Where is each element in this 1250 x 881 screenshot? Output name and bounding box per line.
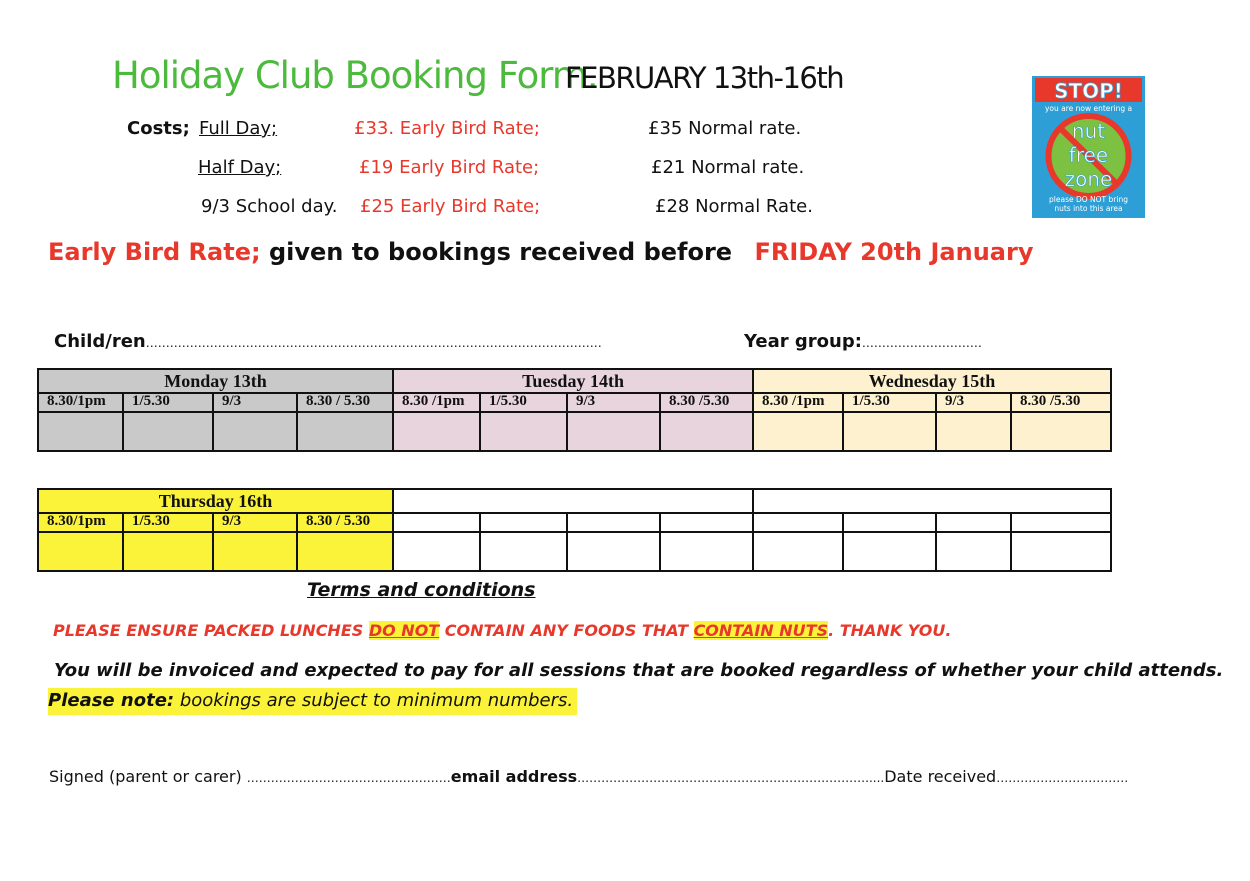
signed-label: Signed (parent or carer) xyxy=(49,767,247,786)
empty-slot xyxy=(936,513,1011,532)
cost-normal-school-day: £28 Normal Rate. xyxy=(655,196,813,217)
booking-cell[interactable] xyxy=(123,532,213,571)
slot-label: 1/5.30 xyxy=(123,513,213,532)
booking-cell[interactable] xyxy=(843,412,936,451)
email-label: email address xyxy=(450,767,578,786)
signed-field[interactable]: …………………………………………… xyxy=(246,771,451,785)
note-label: Please note: xyxy=(48,690,175,711)
booking-cell[interactable] xyxy=(567,412,660,451)
slot-label: 8.30 /5.30 xyxy=(1011,393,1111,412)
cost-normal-full-day: £35 Normal rate. xyxy=(648,118,802,139)
schedule-table-thursday xyxy=(37,488,1112,572)
packed-text-2: CONTAIN ANY FOODS THAT xyxy=(439,621,694,640)
early-bird-deadline: FRIDAY 20th January xyxy=(754,238,1034,266)
nut-free-zone-logo xyxy=(1032,76,1145,218)
empty-cell xyxy=(480,532,567,571)
booking-cell[interactable] xyxy=(393,412,480,451)
slot-label: 1/5.30 xyxy=(843,393,936,412)
empty-cell xyxy=(936,532,1011,571)
packed-highlight-contain-nuts: CONTAIN NUTS xyxy=(693,621,829,640)
packed-text-1: PLEASE ENSURE PACKED LUNCHES xyxy=(53,621,369,640)
logo-stop-text: STOP! xyxy=(1054,79,1123,103)
child-label: Child/ren xyxy=(54,331,146,352)
packed-highlight-do-not: DO NOT xyxy=(368,621,440,640)
logo-bottom-1: please DO NOT bring xyxy=(1049,195,1128,204)
cost-type-school-day: 9/3 School day. xyxy=(201,196,338,217)
email-field[interactable]: ………………………………………………………………..... xyxy=(577,771,885,785)
slot-label: 1/5.30 xyxy=(480,393,567,412)
booking-cell[interactable] xyxy=(123,412,213,451)
minimum-numbers-note xyxy=(48,688,577,715)
logo-word-zone: zone xyxy=(1064,167,1113,191)
packed-lunch-notice xyxy=(53,621,951,640)
terms-heading: Terms and conditions xyxy=(307,579,536,601)
form-title: Holiday Club Booking Form. xyxy=(112,54,598,97)
year-group-field[interactable] xyxy=(744,331,982,352)
packed-text-3: . THANK YOU. xyxy=(828,621,952,640)
empty-slot xyxy=(843,513,936,532)
date-received-field[interactable]: …………………………… xyxy=(996,771,1129,785)
booking-cell[interactable] xyxy=(660,412,753,451)
date-received-label: Date received xyxy=(884,767,997,786)
booking-cell[interactable] xyxy=(1011,412,1111,451)
empty-cell xyxy=(567,532,660,571)
slot-label: 8.30 / 5.30 xyxy=(297,513,393,532)
slot-label: 9/3 xyxy=(936,393,1011,412)
booking-cell[interactable] xyxy=(753,412,843,451)
note-text: bookings are subject to minimum numbers. xyxy=(174,690,574,711)
empty-slot xyxy=(1011,513,1111,532)
year-group-label: Year group: xyxy=(744,331,862,352)
empty-header xyxy=(393,489,753,513)
empty-slot xyxy=(480,513,567,532)
slot-label: 1/5.30 xyxy=(123,393,213,412)
child-dots: …………………………………………………………………………………………………… xyxy=(145,336,602,350)
early-bird-label: Early Bird Rate; xyxy=(48,238,261,266)
logo-bottom-2: nuts into this area xyxy=(1054,204,1123,213)
cost-type-full-day: Full Day; xyxy=(199,118,278,139)
booking-cell[interactable] xyxy=(38,532,123,571)
booking-cell[interactable] xyxy=(936,412,1011,451)
nut-free-zone-icon xyxy=(1032,76,1145,218)
empty-cell xyxy=(843,532,936,571)
slot-label: 9/3 xyxy=(213,393,297,412)
booking-cell[interactable] xyxy=(480,412,567,451)
day-header-tuesday: Tuesday 14th xyxy=(393,369,753,393)
cost-early-full-day: £33. Early Bird Rate; xyxy=(354,118,540,139)
empty-slot xyxy=(567,513,660,532)
cost-early-half-day: £19 Early Bird Rate; xyxy=(359,157,540,178)
empty-slot xyxy=(660,513,753,532)
child-field[interactable] xyxy=(54,331,602,352)
booking-cell[interactable] xyxy=(38,412,123,451)
signature-line xyxy=(49,767,1128,786)
empty-cell xyxy=(1011,532,1111,571)
slot-label: 8.30/1pm xyxy=(38,393,123,412)
empty-slot xyxy=(393,513,480,532)
day-header-thursday: Thursday 16th xyxy=(38,489,393,513)
empty-cell xyxy=(393,532,480,571)
cost-early-school-day: £25 Early Bird Rate; xyxy=(360,196,541,217)
slot-label: 8.30 / 5.30 xyxy=(297,393,393,412)
day-header-monday: Monday 13th xyxy=(38,369,393,393)
cost-type-half-day: Half Day; xyxy=(198,157,282,178)
slot-label: 8.30 /1pm xyxy=(393,393,480,412)
logo-word-nut: nut xyxy=(1071,119,1106,143)
cost-normal-half-day: £21 Normal rate. xyxy=(651,157,805,178)
schedule-table-week xyxy=(37,368,1112,452)
empty-header xyxy=(753,489,1111,513)
early-bird-text: given to bookings received before xyxy=(268,238,733,266)
day-header-wednesday: Wednesday 15th xyxy=(753,369,1111,393)
booking-cell[interactable] xyxy=(297,412,393,451)
empty-slot xyxy=(753,513,843,532)
slot-label: 8.30 /1pm xyxy=(753,393,843,412)
logo-line-text: you are now entering a xyxy=(1044,104,1133,113)
booking-cell[interactable] xyxy=(213,412,297,451)
year-group-dots: ………………………… xyxy=(861,336,982,350)
logo-word-free: free xyxy=(1068,143,1109,167)
booking-cell[interactable] xyxy=(213,532,297,571)
invoice-notice: You will be invoiced and expected to pay for all sessions that are booked regardless of whether your child attends. xyxy=(54,660,1224,681)
slot-label: 9/3 xyxy=(567,393,660,412)
form-dates: FEBRUARY 13th-16th xyxy=(565,61,844,95)
slot-label: 9/3 xyxy=(213,513,297,532)
slot-label: 8.30 /5.30 xyxy=(660,393,753,412)
costs-label: Costs; xyxy=(127,118,190,139)
slot-label: 8.30/1pm xyxy=(38,513,123,532)
empty-cell xyxy=(660,532,753,571)
empty-cell xyxy=(753,532,843,571)
booking-cell[interactable] xyxy=(297,532,393,571)
early-bird-note xyxy=(48,238,1033,266)
